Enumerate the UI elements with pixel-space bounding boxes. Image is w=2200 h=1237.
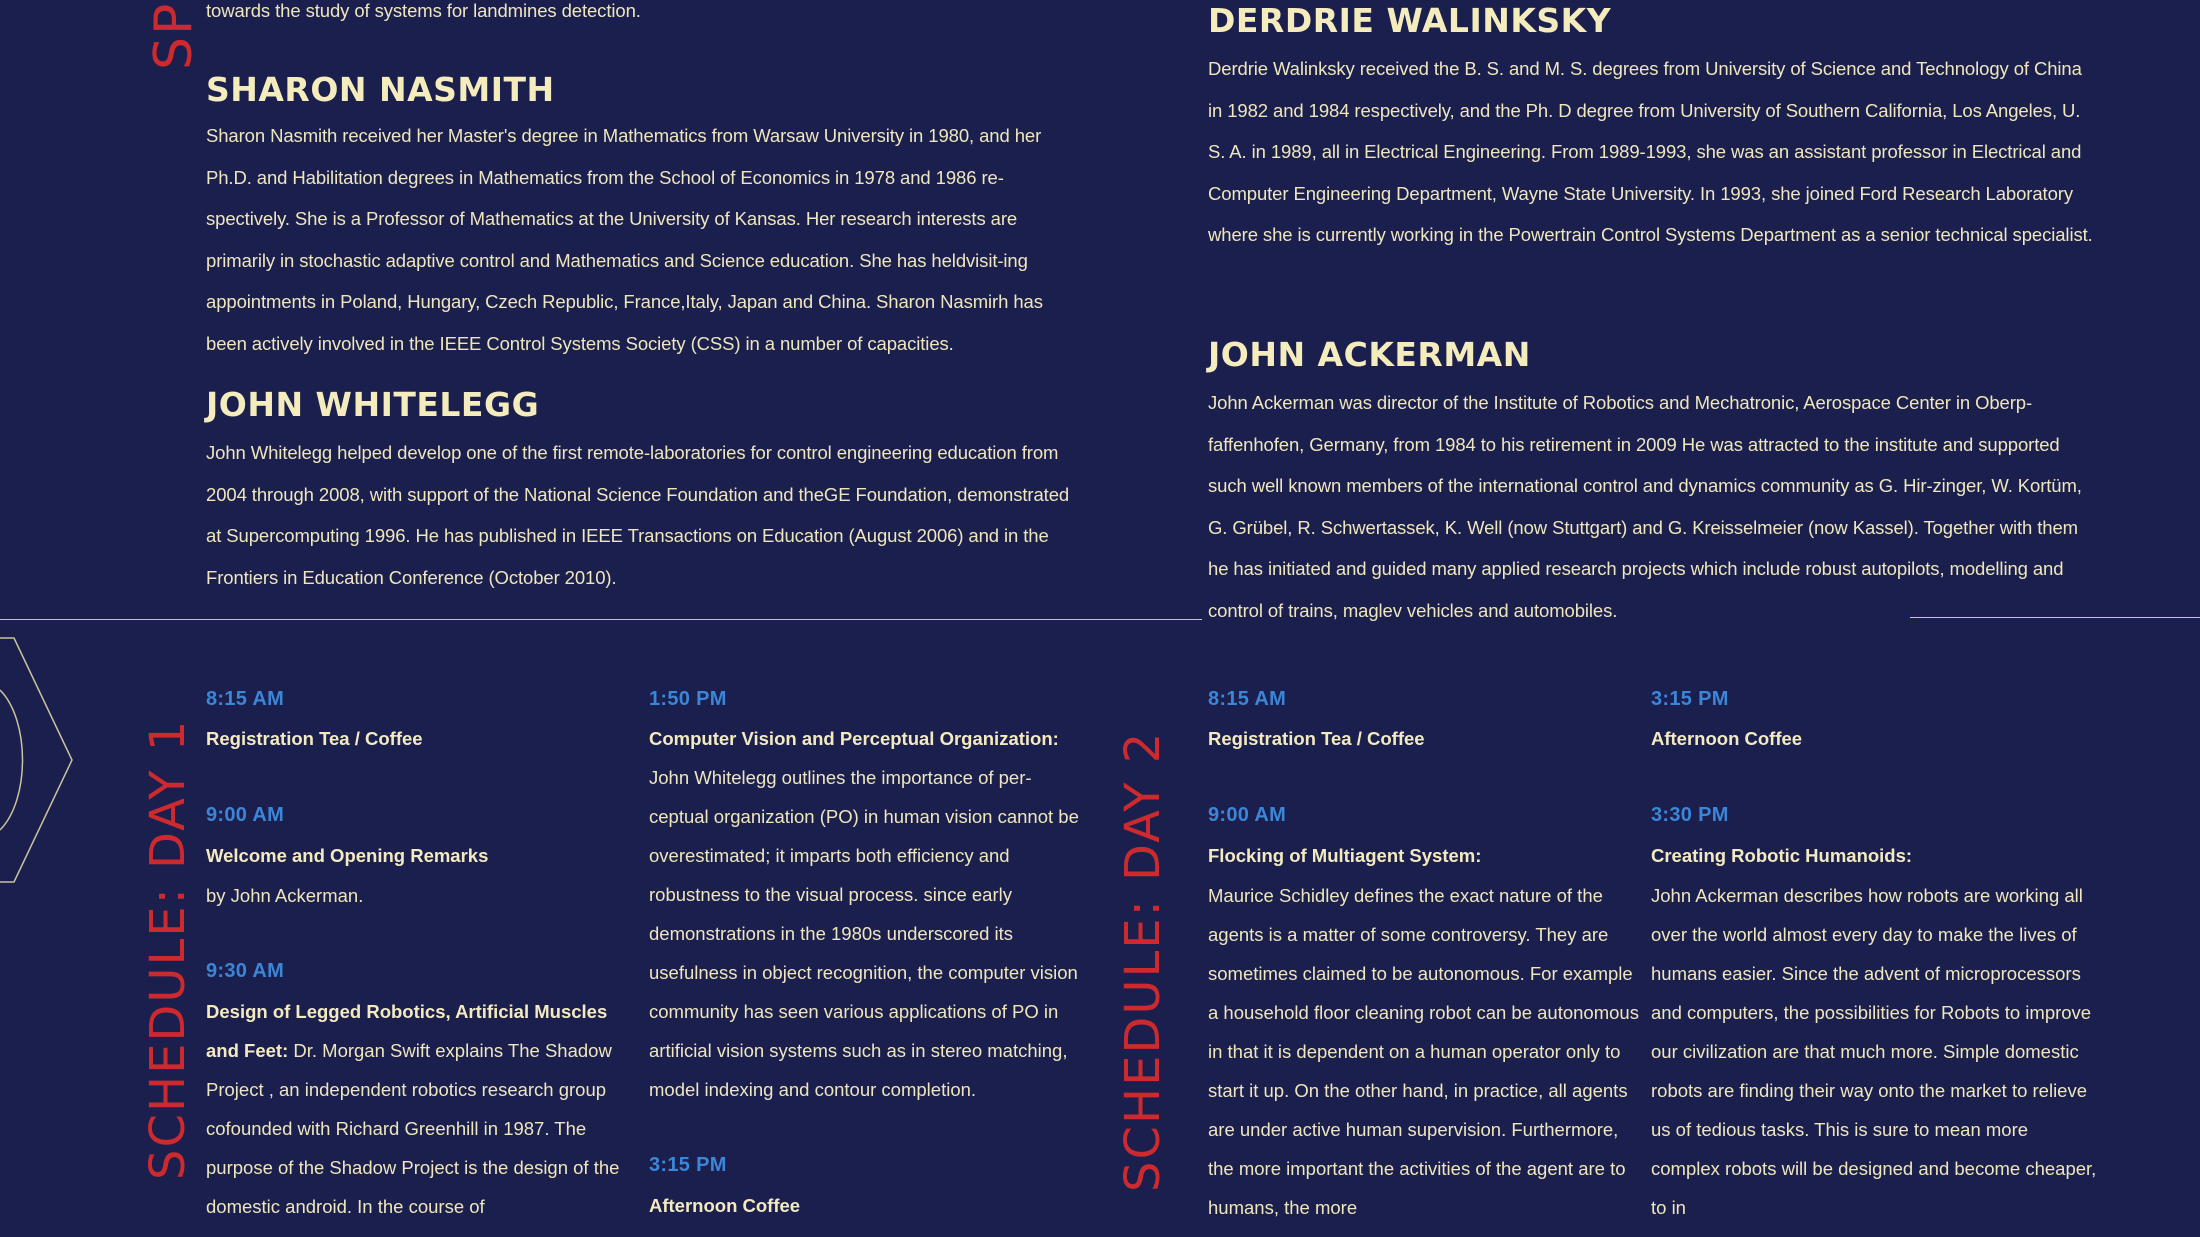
day2-event1-time: 8:15 AM <box>1208 688 1287 710</box>
day1-event1-time: 8:15 AM <box>206 688 285 710</box>
speaker-name-derdrie-walinksky: DERDRIE WALINKSKY <box>1208 1 1612 40</box>
day2-event3-title: Afternoon Coffee <box>1651 728 1803 749</box>
day1-event4-title: Computer Vision and Perceptual Organization: <box>649 728 1059 749</box>
speakers-section-title: SP <box>144 1 204 70</box>
day1-event5-time: 3:15 PM <box>649 1154 727 1176</box>
day2-event4-title: Creating Robotic Humanoids: <box>1651 845 1913 866</box>
day2-event4-time: 3:30 PM <box>1651 804 1729 826</box>
day1-event2-text: by John Ackerman. <box>206 885 364 906</box>
speaker-bio-john-whitelegg: John Whitelegg helped develop one of the first remote-laboratories for control engineering education from 2004 through 2008, with support of the National Science Foundation and theGE Foundation, demonstrated at Supercomputing 1996. He has published in IEEE Transactions on Education (August 2006) and in the Frontiers in Education Conference (October 2010). <box>206 442 1070 588</box>
day1-event1-title: Registration Tea / Coffee <box>206 728 423 749</box>
day2-event3-time: 3:15 PM <box>1651 688 1729 710</box>
day1-event3-time: 9:30 AM <box>206 960 285 982</box>
day1-event3-title: Design of Legged Robotics, Artificial Muscles and Feet: <box>206 1001 608 1061</box>
day1-event4-time: 1:50 PM <box>649 688 727 710</box>
day2-event4-text: John Ackerman describes how robots are working all over the world almost every day to make the lives of humans easier. Since the advent of microprocessors and computers, the possibilities for Robots to improve our civilization are that much more. Simple domestic robots are finding their way onto the market to relieve us of tedious tasks. This is sure to mean more complex robots will be designed and become cheaper, to in <box>1651 885 2097 1218</box>
day1-event3-body <box>206 992 636 1226</box>
day1-event2-title: Welcome and Opening Remarks <box>206 845 489 866</box>
speaker-bio-derdrie-walinksky: Derdrie Walinksky received the B. S. and M. S. degrees from University of Science and Technology of China in 1982 and 1984 respectively, and the Ph. D degree from University of Southern California, Los Angeles, U. S. A. in 1989, all in Electrical Engineering. From 1989-1993, she was an assistant professor in Electrical and Computer Engineering Department, Wayne State University. In 1993, she joined Ford Research Laboratory where she is currently working in the Powertrain Control Systems Department as a senior technical specialist. <box>1208 58 2093 245</box>
day1-event2-time: 9:00 AM <box>206 804 285 826</box>
speaker-bio-sharon-nasmith: Sharon Nasmith received her Master's degree in Mathematics from Warsaw University in 1980, and her Ph.D. and Habilitation degrees in Mathematics from the School of Economics in 1978 and 1986 re-spectively. She is a Professor of Mathematics at the University of Kansas. Her research interests are primarily in stochastic adaptive control and Mathematics and Science education. She has heldvisit-ing appointments in Poland, Hungary, Czech Republic, France,Italy, Japan and China. Sharon Nasmirh has been actively involved in the IEEE Control Systems Society (CSS) in a number of capacities. <box>206 125 1043 354</box>
day2-event2-text: Maurice Schidley defines the exact nature of the agents is a matter of some controversy. They are sometimes claimed to be autonomous. For example a household floor cleaning robot can be autonomous in that it is dependent on a human operator only to start it up. On the other hand, in practice, all agents are under active human supervision. Furthermore, the more important the activities of the agent are to humans, the more <box>1208 885 1639 1218</box>
intro-line: towards the study of systems for landmines detection. <box>206 0 641 21</box>
speaker-name-john-ackerman: JOHN ACKERMAN <box>1208 335 1531 374</box>
speaker-name-sharon-nasmith: SHARON NASMITH <box>206 70 555 109</box>
section-divider-left <box>0 619 1202 620</box>
speaker-name-john-whitelegg: JOHN WHITELEGG <box>206 385 540 424</box>
hexagon-decoration <box>0 630 80 890</box>
day2-event1-title: Registration Tea / Coffee <box>1208 728 1425 749</box>
speaker-bio-john-ackerman: John Ackerman was director of the Institute of Robotics and Mechatronic, Aerospace Center in Oberp-faffenhofen, Germany, from 1984 to his retirement in 2009 He was attracted to the institute and supported such well known members of the international control and dynamics community as G. Hir-zinger, W. Kortüm, G. Grübel, R. Schwertassek, K. Well (now Stuttgart) and G. Kreisselmeier (now Kassel). Together with them he has initiated and guided many applied research projects which include robust autopilots, modelling and control of trains, maglev vehicles and automobiles. <box>1208 392 2082 621</box>
day2-event2-title: Flocking of Multiagent System: <box>1208 845 1482 866</box>
day1-schedule-title: SCHEDULE: DAY 1 <box>140 718 196 1180</box>
day1-event4-text: John Whitelegg outlines the importance of per-ceptual organization (PO) in human vision cannot be overestimated; it imparts both efficiency and robustness to the visual process. since early demonstrations in the 1980s underscored its usefulness in object recognition, the computer vision community has seen various applications of PO in artificial vision systems such as in stereo matching, model indexing and contour completion. <box>649 767 1079 1100</box>
day1-event5-title: Afternoon Coffee <box>649 1195 801 1216</box>
day2-event2-time: 9:00 AM <box>1208 804 1287 826</box>
section-divider-right <box>1910 617 2200 618</box>
day2-schedule-title: SCHEDULE: DAY 2 <box>1115 730 1171 1192</box>
day1-event3-text: Dr. Morgan Swift explains The Shadow Project , an independent robotics research group cofounded with Richard Greenhill in 1987. The purpose of the Shadow Project is the design of the domestic android. In the course of <box>206 1040 620 1217</box>
